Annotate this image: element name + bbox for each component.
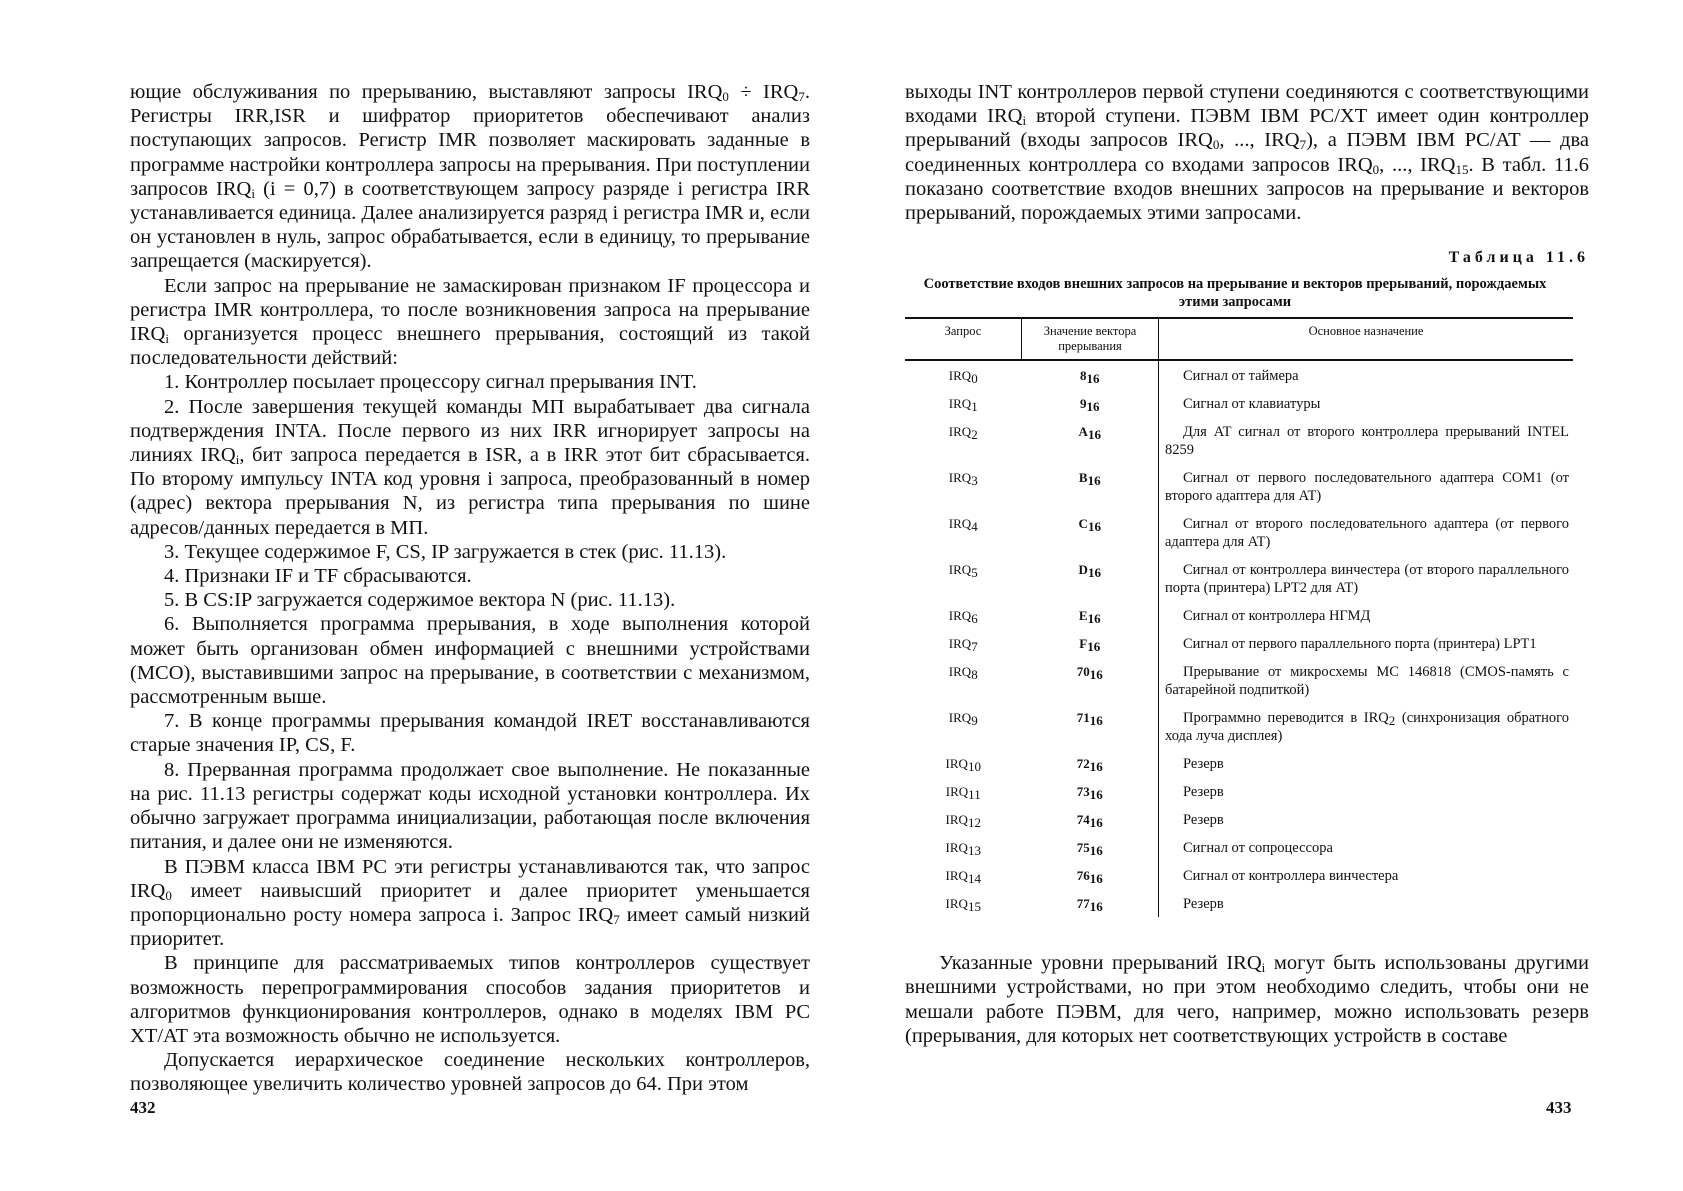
- cell-purpose: Сигнал от сопроцессора: [1183, 840, 1333, 857]
- cell-purpose: Сигнал от второго последовательного адаптера (от первого адаптера для AT): [1165, 516, 1569, 551]
- table-row: [905, 463, 1573, 509]
- cell-vector: 7116: [1022, 703, 1159, 749]
- paragraph: 7. В конце программы прерывания командой IRET восстанавливаются старые значения IP, CS, F.: [130, 710, 810, 757]
- right-page-text: [905, 80, 1589, 1048]
- table-row: [905, 360, 1573, 389]
- cell-request: IRQ12: [945, 812, 981, 831]
- cell-vector: 7616: [1022, 861, 1159, 889]
- paragraph: 6. Выполняется программа прерывания, в ходе выполнения которой может быть организован обмен информацией с внешними устройствами (МСО), выставившими запрос на прерывание, в соответствии с механизмом, рассмотренным выше.: [130, 613, 810, 709]
- cell-vector: A16: [1022, 417, 1159, 463]
- cell-purpose: Сигнал от таймера: [1183, 368, 1299, 385]
- cell-purpose: Сигнал от контроллера винчестера (от второго параллельного порта (принтера) LPT2 для AT): [1165, 562, 1569, 597]
- cell-request: IRQ7: [948, 636, 978, 655]
- cell-request: IRQ8: [948, 664, 978, 683]
- cell-vector: 7716: [1022, 889, 1159, 917]
- table-row: [905, 389, 1573, 417]
- header-request: Запрос: [905, 318, 1022, 360]
- table-row: [905, 777, 1573, 805]
- table-row: [905, 749, 1573, 777]
- cell-vector: F16: [1022, 629, 1159, 657]
- paragraph: 8. Прерванная программа продолжает свое выполнение. Не показанные на рис. 11.13 регистры содержат коды исходной установки контроллера. Их обычно загружает программа инициализации, работающая после включения питания, и далее они не изменяются.: [130, 758, 810, 854]
- cell-vector: 7516: [1022, 833, 1159, 861]
- cell-request: IRQ9: [948, 710, 978, 729]
- cell-purpose: Сигнал от клавиатуры: [1183, 396, 1321, 413]
- paragraph: ющие обслуживания по прерыванию, выставляют запросы $IRQ_0 \div IRQ_7$. Регистры IRR,ISR и шифратор приоритетов обеспечивают анализ поступающих запросов. Регистр IMR позволяет маскировать заданные в программе настройки контроллера запросы на прерывания. При поступлении запросов $IRQ_i$ (i = 0,7) в соответствующем запросу разряде i регистра IRR устанавливается единица. Далее анализируется разряд i регистра IMR и, если он установлен в нуль, запрос обрабатывается, если в единицу, то прерывание запрещается (маскируется).: [130, 81, 810, 273]
- cell-request: IRQ6: [948, 608, 978, 627]
- paragraph: Указанные уровни прерываний $IRQ_i$ могут быть использованы другими внешними устройствами, но при этом необходимо следить, чтобы они не мешали работе ПЭВМ, для чего, например, можно использовать резерв (прерывания, для которых нет соответствующих устройств в составе: [905, 952, 1589, 1047]
- table-row: [905, 555, 1573, 601]
- cell-vector: 7016: [1022, 657, 1159, 703]
- header-vector: Значение вектора прерывания: [1022, 318, 1159, 360]
- table-row: [905, 509, 1573, 555]
- cell-purpose: Резерв: [1183, 784, 1224, 801]
- cell-vector: 7416: [1022, 805, 1159, 833]
- paragraph: В принципе для рассматриваемых типов контроллеров существует возможность перепрограммирования способов задания приоритетов и алгоритмов функционирования контроллеров, однако в моделях IBM PC XT/AT эта возможность обычно не используется.: [130, 952, 810, 1047]
- paragraph: Допускается иерархическое соединение нескольких контроллеров, позволяющее увеличить количество уровней запросов до 64. При этом: [130, 1049, 810, 1096]
- page-number-right: 433: [1546, 1098, 1572, 1117]
- cell-request: IRQ11: [945, 784, 981, 803]
- left-page-text: [130, 80, 810, 1097]
- table-row: [905, 703, 1573, 749]
- paragraph: выходы INT контроллеров первой ступени соединяются с соответствующими входами $IRQ_i$ второй ступени. ПЭВМ IBM PC/XT имеет один контроллер прерываний (входы запросов $IRQ_0$, ..., $IRQ_7$), а ПЭВМ IBM PC/AT — два соединенных контроллера со входами запросов $IRQ_0$, ..., $IRQ_{15}$. В табл. 11.6 показано соответствие входов внешних запросов на прерывание и векторов прерываний, порождаемых этими запросами.: [905, 81, 1590, 225]
- cell-vector: 7216: [1022, 749, 1159, 777]
- cell-request: IRQ13: [945, 840, 981, 859]
- table-row: [905, 805, 1573, 833]
- cell-purpose: Резерв: [1183, 756, 1224, 773]
- cell-request: IRQ15: [945, 896, 981, 915]
- cell-purpose: Прерывание от микросхемы MC 146818 (CMOS-память с батарейной подпиткой): [1165, 664, 1569, 699]
- left-page: [0, 0, 840, 1191]
- table-row: [905, 601, 1573, 629]
- paragraph: 1. Контроллер посылает процессору сигнал прерывания INT.: [164, 371, 697, 394]
- cell-purpose: Сигнал от контроллера НГМД: [1183, 608, 1371, 625]
- cell-purpose: Сигнал от контроллера винчестера: [1183, 868, 1399, 885]
- cell-purpose: Сигнал от первого последовательного адаптера COM1 (от второго адаптера для AT): [1165, 470, 1569, 505]
- cell-purpose: Программно переводится в IRQ2 (синхронизация обратного хода луча дисплея): [1165, 710, 1569, 745]
- cell-purpose: Сигнал от первого параллельного порта (принтера) LPT1: [1183, 636, 1537, 653]
- cell-request: IRQ14: [945, 868, 981, 887]
- table-row: [905, 889, 1573, 917]
- page-number-left: 432: [130, 1098, 156, 1117]
- table-header-row: [905, 318, 1573, 360]
- cell-request: IRQ5: [948, 562, 978, 581]
- table-row: [905, 833, 1573, 861]
- cell-request: IRQ1: [948, 396, 978, 415]
- cell-purpose: Резерв: [1183, 896, 1224, 913]
- irq-table: [905, 317, 1573, 917]
- cell-request: IRQ3: [948, 470, 978, 489]
- table-body: [905, 360, 1573, 917]
- table-title: Соответствие входов внешних запросов на прерывание и векторов прерываний, порождаемых этими запросами: [923, 276, 1547, 311]
- cell-vector: C16: [1022, 509, 1159, 555]
- paragraph: 4. Признаки IF и TF сбрасываются.: [164, 565, 472, 588]
- cell-vector: D16: [1022, 555, 1159, 601]
- cell-request: IRQ2: [948, 424, 978, 443]
- table-row: [905, 629, 1573, 657]
- cell-vector: 7316: [1022, 777, 1159, 805]
- paragraph: 5. В CS:IP загружается содержимое вектора N (рис. 11.13).: [164, 589, 676, 612]
- cell-purpose: Резерв: [1183, 812, 1224, 829]
- cell-vector: E16: [1022, 601, 1159, 629]
- cell-request: IRQ0: [948, 368, 978, 387]
- cell-vector: B16: [1022, 463, 1159, 509]
- header-purpose: Основное назначение: [1159, 318, 1574, 360]
- paragraph: Если запрос на прерывание не замаскирован признаком IF процессора и регистра IMR контроллера, то после возникновения запроса на прерывание $IRQ_i$ организуется процесс внешнего прерывания, состоящий из такой последовательности действий:: [130, 274, 810, 370]
- cell-purpose: Для AT сигнал от второго контроллера прерываний INTEL 8259: [1165, 424, 1569, 459]
- table-caption: Таблица 11.6: [1448, 249, 1589, 267]
- paragraph: 2. После завершения текущей команды МП вырабатывает два сигнала подтверждения INTA. После первого из них IRR игнорирует запросы на линиях $IRQ_i$, бит запроса передается в ISR, а в IRR этот бит сбрасывается. По второму импульсу INTA код уровня i запроса, преобразованный в номер (адрес) вектора прерывания N, из регистра типа прерывания по шине адресов/данных передается в МП.: [130, 395, 810, 539]
- cell-request: IRQ10: [945, 756, 981, 775]
- table-row: [905, 657, 1573, 703]
- cell-vector: 916: [1022, 389, 1159, 417]
- table-row: [905, 417, 1573, 463]
- paragraph: 3. Текущее содержимое F, CS, IP загружается в стек (рис. 11.13).: [164, 540, 727, 563]
- right-page: [840, 0, 1683, 1191]
- table-row: [905, 861, 1573, 889]
- paragraph: В ПЭВМ класса IBM PC эти регистры устанавливаются так, что запрос $IRQ_0$ имеет наивысший приоритет и далее приоритет уменьшается пропорционально росту номера запроса i. Запрос $IRQ_7$ имеет самый низкий приоритет.: [130, 855, 810, 951]
- cell-vector: 816: [1022, 360, 1159, 389]
- cell-request: IRQ4: [948, 516, 978, 535]
